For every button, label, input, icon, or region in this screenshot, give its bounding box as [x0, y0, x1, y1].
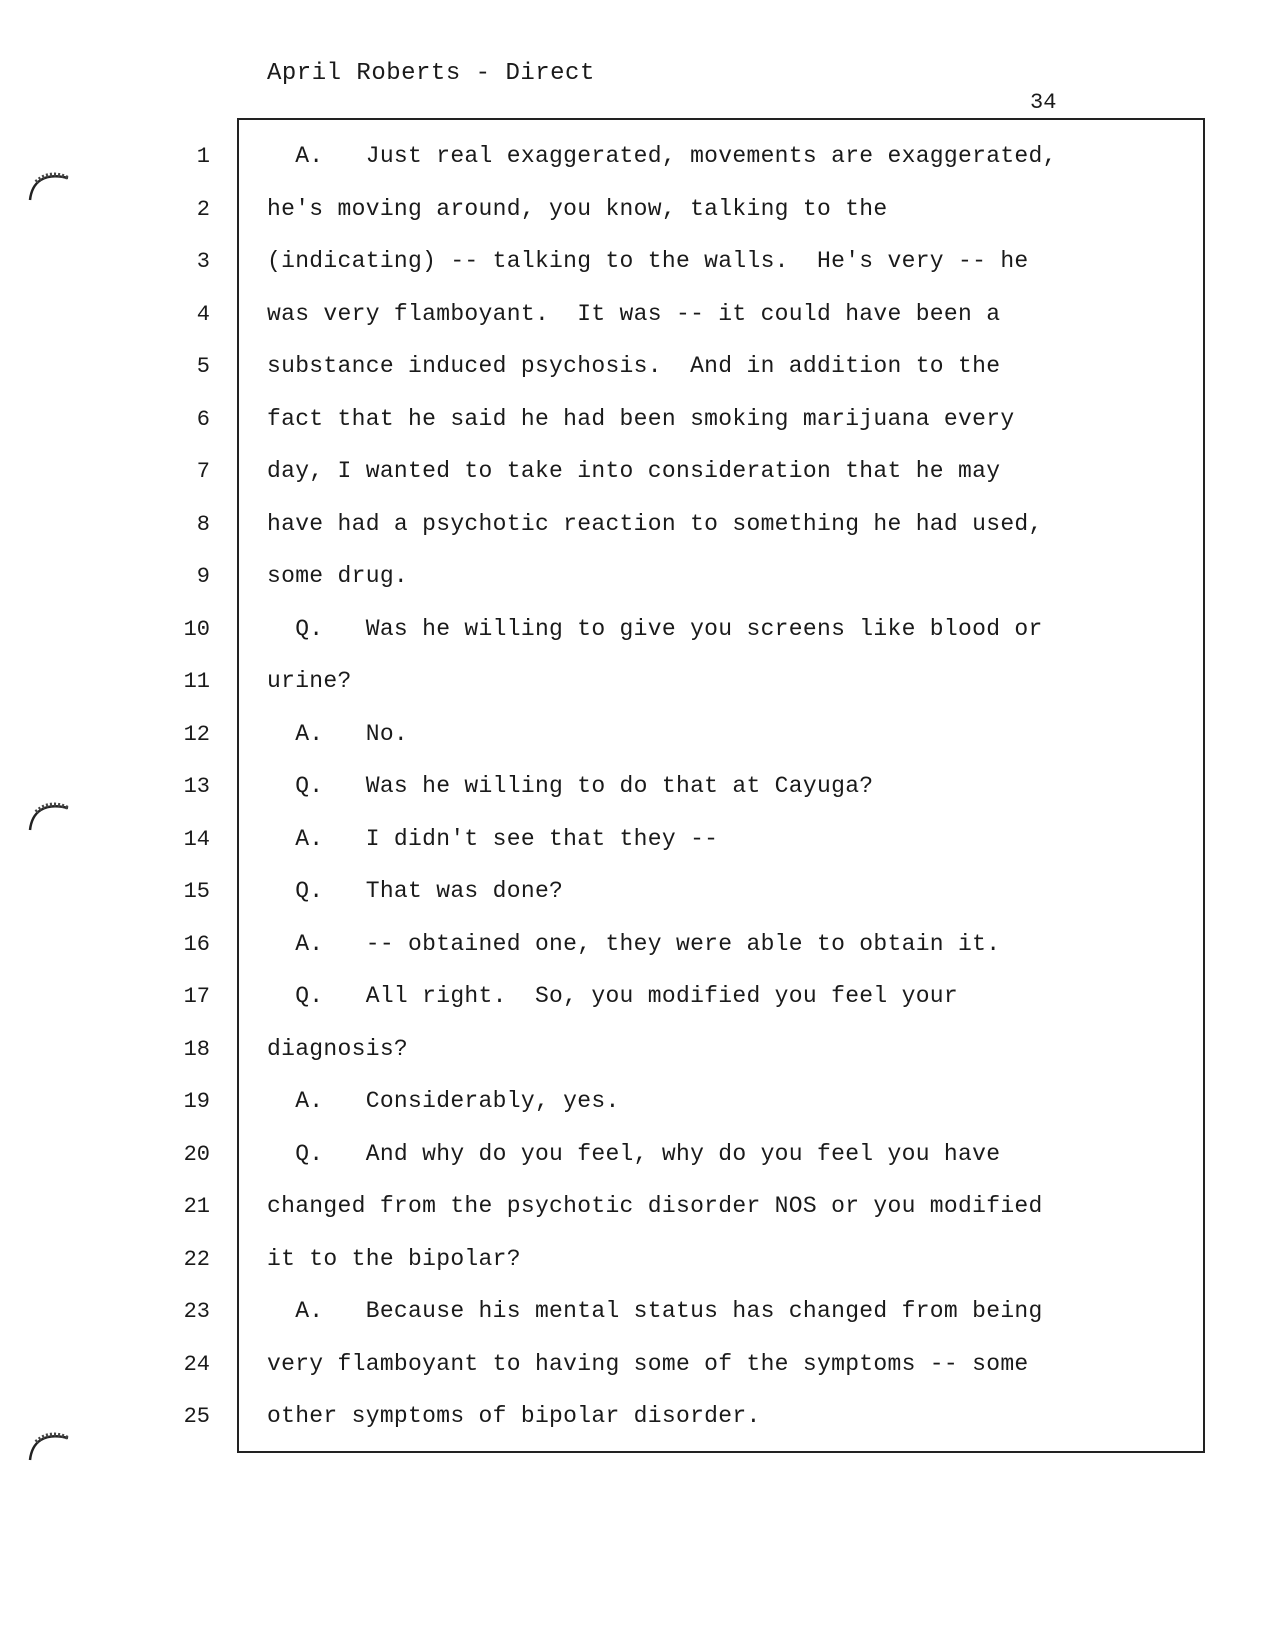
transcript-line: A. -- obtained one, they were able to obtain it. [267, 930, 1001, 957]
transcript-line: was very flamboyant. It was -- it could have been a [267, 300, 1001, 327]
transcript-line: day, I wanted to take into consideration that he may [267, 458, 1001, 484]
transcript-line: it to the bipolar? [267, 1245, 521, 1272]
line-number: 21 [183, 1194, 210, 1219]
transcript-body [267, 138, 1187, 1451]
line-number: 7 [196, 459, 210, 484]
line-number-column [150, 138, 210, 1451]
line-number: 10 [183, 616, 210, 642]
line-number: 18 [183, 1036, 210, 1062]
line-number: 13 [183, 774, 210, 799]
transcript-line: Q. Was he willing to do that at Cayuga? [267, 773, 874, 799]
transcript-line: A. Because his mental status has changed from being [267, 1298, 1043, 1324]
transcript-line: other symptoms of bipolar disorder. [267, 1403, 761, 1429]
transcript-line: A. Just real exaggerated, movements are exaggerated, [267, 143, 1057, 169]
line-number: 25 [183, 1404, 210, 1429]
line-number: 3 [196, 249, 210, 274]
line-number: 14 [183, 826, 210, 852]
transcript-line: have had a psychotic reaction to something he had used, [267, 510, 1043, 537]
transcript-line: (indicating) -- talking to the walls. He's very -- he [267, 248, 1029, 274]
transcript-line: Q. And why do you feel, why do you feel you have [267, 1140, 1001, 1167]
line-number: 4 [196, 301, 210, 327]
transcript-line: some drug. [267, 563, 409, 589]
line-number: 19 [183, 1089, 210, 1114]
punch-hole-mark-icon [26, 1420, 72, 1466]
page-number: 34 [1030, 90, 1057, 115]
transcript-line: A. Considerably, yes. [267, 1088, 620, 1114]
transcript-line: fact that he said he had been smoking marijuana every [267, 405, 1015, 432]
line-number: 5 [196, 354, 210, 379]
line-number: 12 [183, 721, 210, 747]
line-number: 16 [183, 931, 210, 957]
line-number: 1 [196, 144, 210, 169]
line-number: 20 [183, 1141, 210, 1167]
line-number: 24 [183, 1351, 210, 1377]
punch-hole-mark-icon [26, 790, 72, 836]
transcript-line: A. No. [267, 720, 409, 747]
line-number: 23 [183, 1299, 210, 1324]
transcript-line: diagnosis? [267, 1035, 409, 1062]
line-number: 22 [183, 1246, 210, 1272]
line-number: 15 [183, 879, 210, 904]
transcript-line: changed from the psychotic disorder NOS or you modified [267, 1193, 1043, 1219]
line-number: 9 [196, 564, 210, 589]
transcript-line: Q. All right. So, you modified you feel your [267, 983, 959, 1009]
transcript-line: urine? [267, 668, 352, 694]
transcript-line: A. I didn't see that they -- [267, 825, 719, 852]
transcript-line: very flamboyant to having some of the symptoms -- some [267, 1350, 1029, 1377]
line-number: 6 [196, 406, 210, 432]
line-number: 11 [183, 669, 210, 694]
line-number: 8 [196, 511, 210, 537]
line-number: 17 [183, 984, 210, 1009]
transcript-line: substance induced psychosis. And in addition to the [267, 353, 1001, 379]
transcript-header: April Roberts - Direct [267, 60, 595, 87]
line-number: 2 [196, 196, 210, 222]
transcript-line: Q. That was done? [267, 878, 564, 904]
transcript-line: he's moving around, you know, talking to the [267, 195, 888, 222]
punch-hole-mark-icon [26, 160, 72, 206]
transcript-line: Q. Was he willing to give you screens like blood or [267, 615, 1043, 642]
